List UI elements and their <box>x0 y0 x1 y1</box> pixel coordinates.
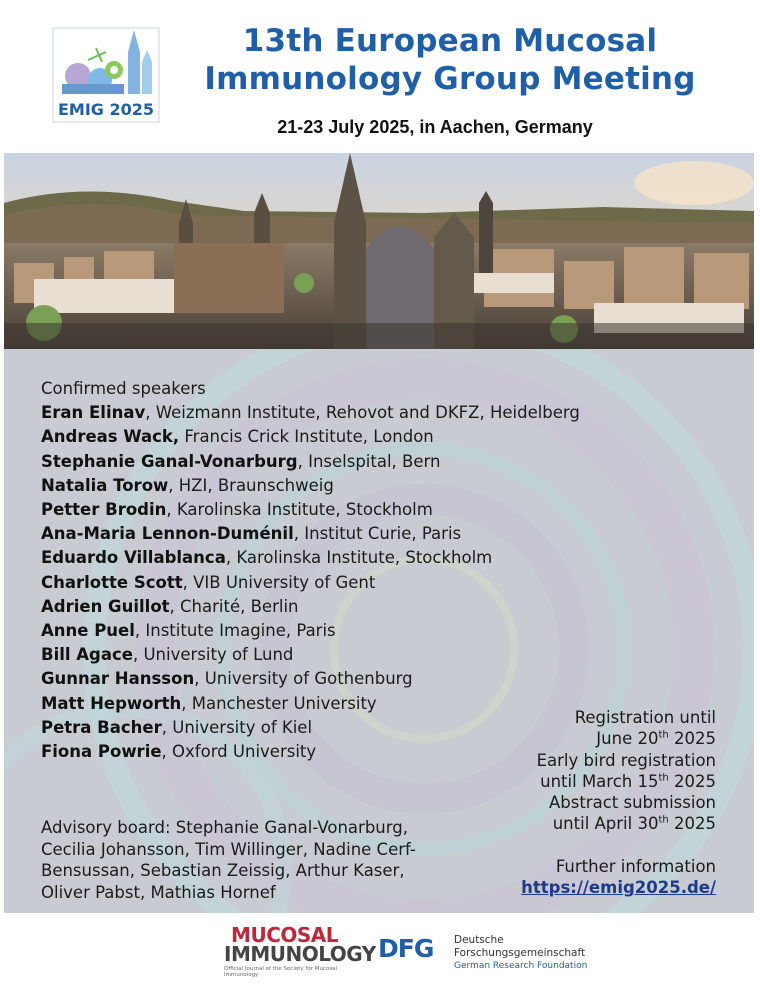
registration-date: June 20th 2025 <box>596 729 716 749</box>
speaker-affiliation: , Institut Curie, Paris <box>293 524 462 544</box>
speaker-name: Stephanie Ganal-Vonarburg <box>41 451 298 471</box>
speaker-name: Eduardo Villablanca <box>41 548 226 568</box>
mucosal-logo-subtitle: Official Journal of the Society for Mucosal Immunology <box>224 966 338 978</box>
emig-logo <box>50 26 162 124</box>
speaker-affiliation: , Karolinska Institute, Stockholm <box>225 548 493 568</box>
page-title <box>180 22 720 98</box>
mucosal-logo-line1: MUCOSAL <box>231 923 338 947</box>
speaker-row <box>41 595 601 619</box>
speaker-affiliation: , University of Lund <box>132 645 294 665</box>
speaker-row <box>41 498 601 522</box>
early-bird-date: until March 15th 2025 <box>540 771 716 791</box>
speaker-name: Adrien Guillot <box>41 596 170 616</box>
speaker-name: Gunnar Hansson <box>41 669 195 689</box>
title-line-1: 13th European Mucosal <box>242 23 658 59</box>
website-link[interactable]: https://emig2025.de/ <box>521 878 716 898</box>
speaker-affiliation: , Karolinska Institute, Stockholm <box>166 500 433 520</box>
speaker-affiliation: , University of Kiel <box>161 717 313 737</box>
mucosal-logo-line2: IMMUNOLOGY <box>224 942 376 966</box>
speaker-name: Natalia Torow <box>41 475 169 495</box>
further-info-label: Further information <box>555 856 716 876</box>
speaker-row <box>41 401 601 425</box>
advisory-line: Oliver Pabst, Mathias Hornef <box>41 882 276 902</box>
title-line-2: Immunology Group Meeting <box>204 61 696 97</box>
speaker-name: Ana-Maria Lennon-Duménil <box>41 524 294 544</box>
speaker-affiliation: , Charité, Berlin <box>169 596 299 616</box>
content-panel <box>4 349 754 913</box>
speaker-affiliation: Francis Crick Institute, London <box>179 427 434 447</box>
speakers-heading: Confirmed speakers <box>41 379 206 398</box>
speaker-name: Andreas Wack, <box>41 427 180 447</box>
dfg-mark: DFG <box>378 934 434 963</box>
early-bird-label: Early bird registration <box>536 750 716 770</box>
speaker-name: Fiona Powrie <box>41 742 162 762</box>
speaker-affiliation: , Weizmann Institute, Rehovot and DKFZ, Heidelberg <box>145 403 580 423</box>
dfg-line-de1: Deutsche <box>454 934 504 946</box>
advisory-line: Cecilia Johansson, Tim Willinger, Nadine Cerf- <box>41 839 416 859</box>
speaker-row <box>41 546 601 570</box>
speaker-affiliation: , Manchester University <box>181 693 377 713</box>
speaker-name: Matt Hepworth <box>41 693 182 713</box>
dfg-logo <box>378 934 598 978</box>
advisory-line: Advisory board: Stephanie Ganal-Vonarburg, <box>41 818 408 837</box>
speaker-name: Charlotte Scott <box>41 572 183 592</box>
speaker-row <box>41 667 601 691</box>
aachen-panorama-photo <box>4 153 754 349</box>
speaker-affiliation: , Oxford University <box>161 742 317 762</box>
speaker-name: Petra Bacher <box>41 717 162 737</box>
advisory-line: Bensussan, Sebastian Zeissig, Arthur Kaser, <box>41 861 405 880</box>
speaker-name: Eran Elinav <box>41 403 146 423</box>
speaker-row <box>41 619 601 643</box>
speaker-affiliation: , HZI, Braunschweig <box>168 475 334 495</box>
speaker-row <box>41 643 601 667</box>
speaker-row <box>41 474 601 498</box>
speaker-affiliation: , Institute Imagine, Paris <box>134 621 336 641</box>
emig-logo-text: EMIG 2025 <box>57 100 155 119</box>
dfg-text <box>454 934 587 973</box>
speaker-row <box>41 450 601 474</box>
mucosal-immunology-logo <box>224 923 376 978</box>
registration-label: Registration until <box>574 708 716 727</box>
speaker-row <box>41 425 601 449</box>
speaker-affiliation: , Inselspital, Bern <box>297 451 441 471</box>
speaker-affiliation: , University of Gothenburg <box>194 669 413 689</box>
abstract-label: Abstract submission <box>548 793 716 813</box>
speaker-name: Petter Brodin <box>41 500 167 520</box>
speaker-row <box>41 571 601 595</box>
speaker-name: Anne Puel <box>41 621 135 641</box>
speaker-row <box>41 522 601 546</box>
advisory-board <box>41 817 421 903</box>
meeting-date-location: 21-23 July 2025, in Aachen, Germany <box>277 117 593 137</box>
abstract-date: until April 30th 2025 <box>552 814 716 834</box>
registration-info <box>456 707 716 898</box>
dfg-line-de2: Forschungsgemeinschaft <box>454 947 586 959</box>
speaker-name: Bill Agace <box>41 645 133 665</box>
dfg-line-en: German Research Foundation <box>454 961 588 971</box>
speaker-affiliation: , VIB University of Gent <box>182 572 376 592</box>
